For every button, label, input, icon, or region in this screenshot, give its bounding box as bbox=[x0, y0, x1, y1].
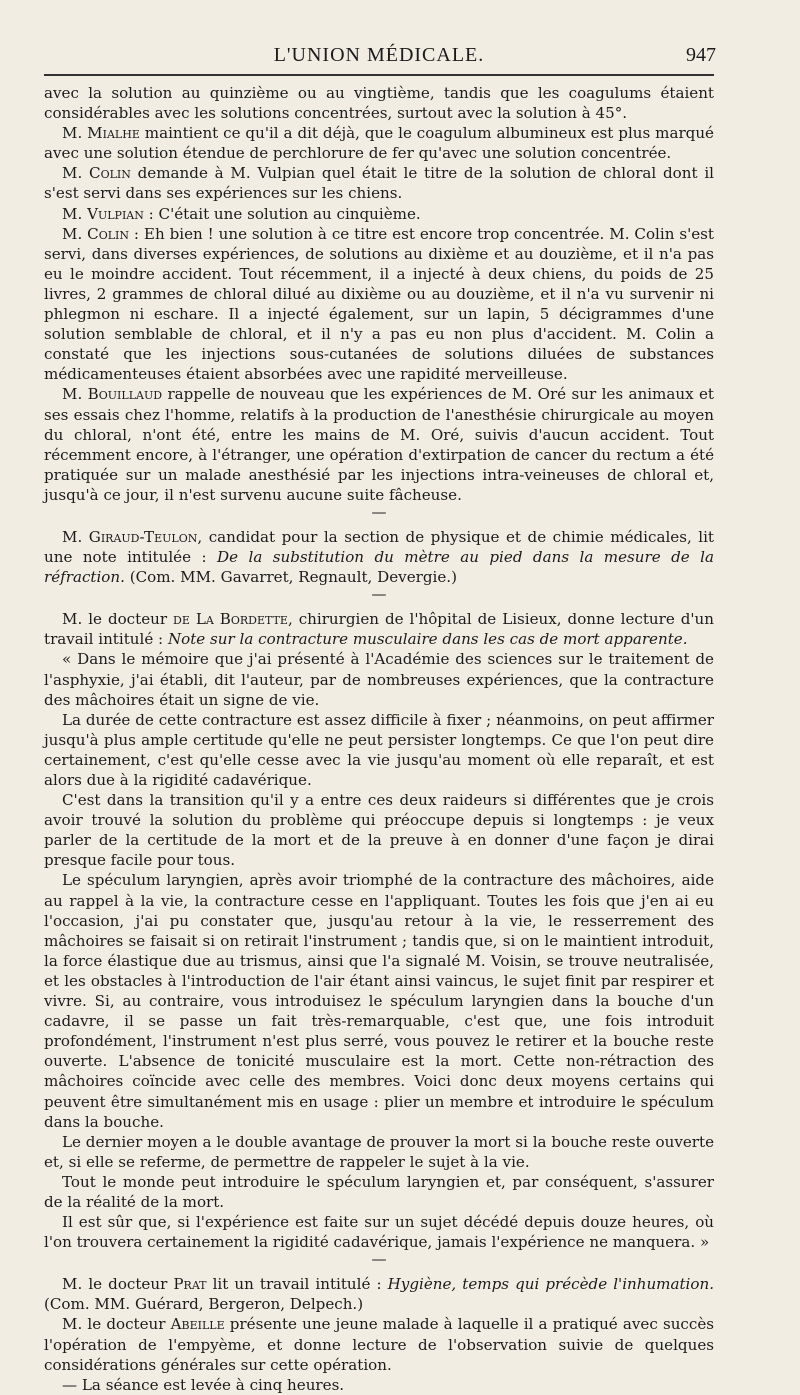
speaker-name: Vulpian bbox=[87, 204, 144, 223]
paragraph-text: demande à M. Vulpian quel était le titre de la solution de chloral dont il s'est servi dans ses expériences sur les chiens. bbox=[44, 164, 714, 203]
section-separator: — bbox=[371, 502, 387, 521]
work-title: Hygiène, temps qui précède l'inhumation. bbox=[387, 1275, 714, 1294]
work-title: De la substitution du mètre au pied dans la mesure de la réfraction. bbox=[44, 548, 714, 587]
document-page bbox=[44, 40, 714, 1395]
paragraph-mialhe: M. Mialhe maintient ce qu'il a dit déjà, que le coagulum albumineux est plus marqué avec une solution étendue de perchlorure de fer qu'avec une solution concentrée. bbox=[44, 124, 714, 163]
paragraph-prat bbox=[44, 1274, 714, 1314]
paragraph-colin-reply: M. Colin : Eh bien ! une solution à ce titre est encore trop concentrée. M. Colin s'est servi, dans diverses expériences, de solutions au dixième et au douzième, et il n'a pas eu le moindre accident. Tout récemment, il a injecté à deux chiens, du poids de 25 livres, 2 grammes de chloral dilué au dixième ou au douzième, et il n'a vu survenir ni phlegmon ni eschare. Il a injecté également, sur un lapin, 5 décigrammes d'une solution semblable de chloral, et il n'y a pas eu non plus d'accident. M. Colin a constaté que les injections sous-cutanées de solutions diluées de substances médicamenteuses étaient absorbées avec une rapidité merveilleuse. bbox=[44, 224, 714, 384]
paragraph-text: : Eh bien ! une solution à ce titre est encore trop concentrée. M. Colin s'est servi, dans diverses expériences, de solutions au dixième et au douzième, et il n'a pas eu le moindre accident. Tout récemment, il a injecté à deux chiens, du poids de 25 livres, 2 grammes de chloral dilué au dixième ou au douzième, et il n'a vu survenir ni phlegmon ni eschare. Il a injecté également, sur un lapin, 5 décigrammes d'une solution semblable de chloral, et il n'y a pas eu non plus d'accident. M. Colin a constaté que les injections sous-cutanées de solutions diluées de substances médicamenteuses étaient absorbées avec une rapidité merveilleuse. bbox=[44, 224, 714, 384]
speaker-name: Bouillaud bbox=[87, 385, 163, 404]
quote-paragraph-6: Tout le monde peut introduire le spéculum laryngien et, par conséquent, s'assurer de la réalité de la mort. bbox=[44, 1172, 714, 1211]
paragraph-colin-question: M. Colin demande à M. Vulpian quel était le titre de la solution de chloral dont il s'est servi dans ses expériences sur les chiens. bbox=[44, 164, 714, 203]
paragraph-la-bordette bbox=[44, 609, 714, 649]
quote-paragraph-3: C'est dans la transition qu'il y a entre ces deux raideurs si différentes que je crois avoir trouvé la solution du problème qui préoccupe depuis si longtemps : je veux parler de la certitude de la mort et de la preuve à en donner d'une façon je dirai presque facile pour tous. bbox=[44, 791, 714, 870]
header-rule bbox=[44, 74, 714, 76]
quote-paragraph-5: Le dernier moyen a le double avantage de prouver la mort si la bouche reste ouverte et, si elle se referme, de permettre de rappeler le sujet à la vie. bbox=[44, 1132, 714, 1171]
page-number: 947 bbox=[686, 44, 716, 66]
paragraph-text: M. le docteur bbox=[62, 610, 174, 629]
speaker-name: Prat bbox=[173, 1275, 207, 1294]
paragraph-continuation: avec la solution au quinzième ou au vingtième, tandis que les coagulums étaient considérables avec les solutions concentrées, surtout avec la solution à 45°. bbox=[44, 84, 714, 123]
paragraph-text: maintient ce qu'il a dit déjà, que le coagulum albumineux est plus marqué avec une solution étendue de perchlorure de fer qu'avec une solution concentrée. bbox=[44, 124, 714, 163]
quote-paragraph-4: Le spéculum laryngien, après avoir triomphé de la contracture des mâchoires, aide au rappel à la vie, la contracture cesse en l'appliquant. Toutes les fois que j'en ai eu l'occasion, j'ai pu constater que, jusqu'au retour à la vie, le resserrement des mâchoires se faisait si on retirait l'instrument ; tandis que, si on le maintient introduit, la force élastique due au trismus, ainsi que l'a signalé M. Voisin, se trouve neutralisée, et les obstacles à l'introduction de l'air étant ainsi vaincus, le sujet finit par respirer et vivre. Si, au contraire, vous introduisez le spéculum laryngien dans la bouche d'un cadavre, il se passe un fait très-remarquable, c'est que, une fois introduit profondément, l'instrument n'est plus serré, vous pouvez le retirer et la bouche reste ouverte. L'absence de tonicité musculaire est la mort. Cette non-rétraction des mâchoires coïncide avec celle des membres. Voici donc deux moyens certains qui peuvent être simultanément mis en usage : plier un membre et introduire le spéculum dans la bouche. bbox=[44, 871, 714, 1131]
speaker-name: Giraud-Teulon bbox=[88, 527, 198, 546]
paragraph-bouillaud: M. Bouillaud rappelle de nouveau que les expériences de M. Oré sur les animaux et ses essais chez l'homme, relatifs à la production de l'anesthésie chirurgicale au moyen du chloral, n'ont été, entre les mains de M. Oré, suivis d'aucun accident. Tout récemment encore, à l'étranger, une opération d'extirpation de cancer du rectum a été pratiquée sur un malade anesthésié par les injections intra-veineuses de chloral et, jusqu'à ce jour, il n'est survenu aucune suite fâcheuse. bbox=[44, 385, 714, 504]
paragraph-abeille bbox=[44, 1314, 714, 1374]
speaker-name: de La Bordette bbox=[173, 610, 288, 629]
closing-line: — La séance est levée à cinq heures. bbox=[62, 1375, 345, 1394]
paragraph-text: rappelle de nouveau que les expériences de M. Oré sur les animaux et ses essais chez l'homme, relatifs à la production de l'anesthésie chirurgicale au moyen du chloral, n'ont été, entre les mains de M. Oré, suivis d'aucun accident. Tout récemment encore, à l'étranger, une opération d'extirpation de cancer du rectum a été pratiquée sur un malade anesthésié par les injections intra-veineuses de chloral et, jusqu'à ce jour, il n'est survenu aucune suite fâcheuse. bbox=[44, 385, 714, 504]
speaker-name: Colin bbox=[87, 224, 130, 243]
speaker-name: Mialhe bbox=[87, 124, 140, 143]
page-header bbox=[44, 40, 714, 70]
quote-paragraph-2: La durée de cette contracture est assez difficile à fixer ; néanmoins, on peut affirmer jusqu'à plus ample certitude qu'elle ne peut persister longtemps. Ce que l'on peut dire certainement, c'est qu'elle cesse avec la vie jusqu'au moment où elle reparaît, et est alors due à la rigidité cadavérique. bbox=[44, 710, 714, 789]
paragraph-text: M. le docteur bbox=[62, 1275, 174, 1294]
paragraph-vulpian: M. Vulpian : C'était une solution au cinquième. bbox=[62, 204, 421, 223]
work-title: Note sur la contracture musculaire dans les cas de mort apparente. bbox=[167, 630, 688, 649]
quote-paragraph-7: Il est sûr que, si l'expérience est faite sur un sujet décédé depuis douze heures, où l'on trouvera certainement la rigidité cadavérique, jamais l'expérience ne manquera. » bbox=[44, 1213, 714, 1252]
speaker-name: Colin bbox=[89, 164, 131, 183]
section-separator: — bbox=[371, 585, 387, 604]
quote-paragraph-1: « Dans le mémoire que j'ai présenté à l'Académie des sciences sur le traitement de l'asphyxie, j'ai établi, dit l'auteur, par de nombreuses expériences, que la contracture des mâchoires était un signe de vie. bbox=[44, 650, 714, 709]
paragraph-text: , candidat pour la section de physique et de chimie médicales, lit une note intitulée : bbox=[44, 527, 714, 567]
paragraph-text: M. le docteur bbox=[62, 1315, 171, 1334]
section-separator: — bbox=[371, 1250, 387, 1269]
paragraph-text: : C'était une solution au cinquième. bbox=[143, 204, 421, 223]
paragraph-text: , chirurgien de l'hôpital de Lisieux, donne lecture d'un travail intitulé : bbox=[44, 610, 714, 649]
paragraph-text: lit un travail intitulé : bbox=[206, 1275, 388, 1294]
journal-title: L'UNION MÉDICALE. bbox=[273, 44, 485, 66]
speaker-name: Abeille bbox=[170, 1315, 225, 1334]
paragraph-text: présente une jeune malade à laquelle il a pratiqué avec succès l'opération de l'empyème, et donne lecture de l'observation suivie de quelques considérations générales sur cette opération. bbox=[44, 1315, 714, 1374]
paragraph-text: (Com. MM. Gavarret, Regnault, Devergie.) bbox=[124, 568, 457, 587]
paragraph-text: (Com. MM. Guérard, Bergeron, Delpech.) bbox=[44, 1295, 364, 1314]
paragraph-giraud-teulon: M. Giraud-Teulon, candidat pour la section de physique et de chimie médicales, lit une note intitulée : De la substitution du mètre au pied dans la mesure de la réfraction. (Com. MM. Gavarret, Regnault, Devergie.) bbox=[44, 527, 714, 587]
